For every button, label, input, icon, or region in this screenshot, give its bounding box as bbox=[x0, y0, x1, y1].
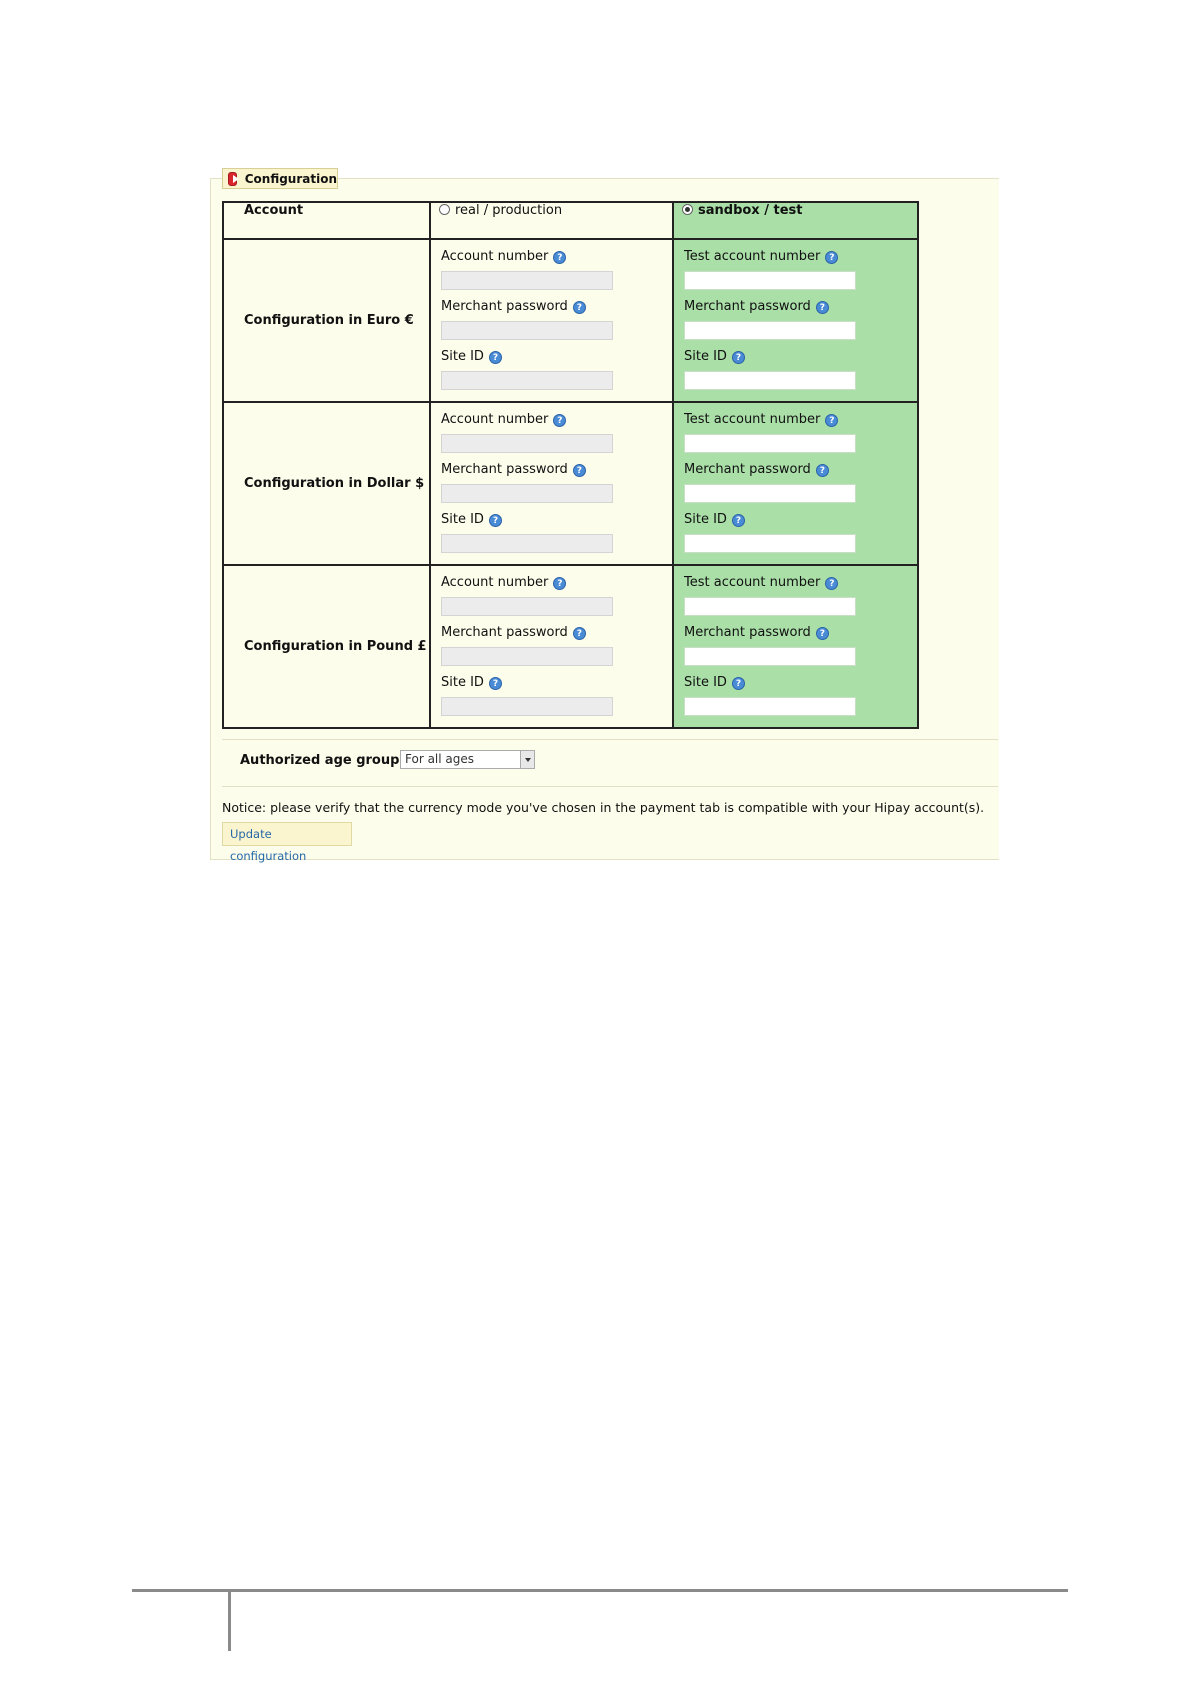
euro-merchant-password-input[interactable] bbox=[441, 321, 613, 340]
site-id-label: Site ID bbox=[441, 675, 484, 690]
dollar-config-row bbox=[223, 402, 918, 565]
currency-notice: Notice: please verify that the currency mode you've chosen in the payment tab is compatible with your Hipay account(s). bbox=[222, 800, 985, 815]
dollar-row-label: Configuration in Dollar $ bbox=[223, 402, 430, 565]
divider bbox=[222, 739, 998, 740]
account-label: Account bbox=[223, 202, 430, 239]
help-icon[interactable]: ? bbox=[816, 627, 829, 640]
update-configuration-button[interactable]: Update configuration bbox=[222, 822, 352, 846]
pound-account-number-input[interactable] bbox=[441, 597, 613, 616]
merchant-password-label: Merchant password bbox=[684, 625, 811, 640]
euro-site-id-input[interactable] bbox=[441, 371, 613, 390]
real-production-option[interactable] bbox=[430, 202, 673, 239]
pound-merchant-password-input[interactable] bbox=[441, 647, 613, 666]
pound-site-id-input[interactable] bbox=[441, 697, 613, 716]
dollar-account-number-input[interactable] bbox=[441, 434, 613, 453]
real-production-label: real / production bbox=[455, 203, 563, 218]
help-icon[interactable]: ? bbox=[489, 677, 502, 690]
euro-test-merchant-password-input[interactable] bbox=[684, 321, 856, 340]
test-account-number-label: Test account number bbox=[684, 249, 821, 264]
merchant-password-label: Merchant password bbox=[441, 299, 568, 314]
merchant-password-label: Merchant password bbox=[441, 625, 568, 640]
pound-test-merchant-password-input[interactable] bbox=[684, 647, 856, 666]
merchant-password-label: Merchant password bbox=[441, 462, 568, 477]
euro-sandbox-cell bbox=[673, 239, 918, 402]
age-group-value: For all ages bbox=[405, 752, 475, 766]
help-icon[interactable]: ? bbox=[573, 301, 586, 314]
sandbox-test-option[interactable] bbox=[673, 202, 918, 239]
age-group-label: Authorized age group bbox=[240, 753, 400, 768]
pound-test-account-number-input[interactable] bbox=[684, 597, 856, 616]
account-config-table bbox=[222, 201, 919, 729]
divider bbox=[222, 786, 998, 787]
euro-row-label: Configuration in Euro € bbox=[223, 239, 430, 402]
pound-config-row bbox=[223, 565, 918, 728]
help-icon[interactable]: ? bbox=[825, 577, 838, 590]
help-icon[interactable]: ? bbox=[825, 251, 838, 264]
test-account-number-label: Test account number bbox=[684, 412, 821, 427]
real-production-radio[interactable] bbox=[439, 204, 450, 215]
sandbox-test-radio[interactable] bbox=[682, 204, 693, 215]
site-id-label: Site ID bbox=[684, 349, 727, 364]
help-icon[interactable]: ? bbox=[553, 577, 566, 590]
account-number-label: Account number bbox=[441, 412, 549, 427]
account-number-label: Account number bbox=[441, 249, 549, 264]
euro-config-row bbox=[223, 239, 918, 402]
header-row bbox=[223, 202, 918, 239]
help-icon[interactable]: ? bbox=[732, 677, 745, 690]
footer-vertical-rule bbox=[228, 1591, 231, 1651]
merchant-password-label: Merchant password bbox=[684, 462, 811, 477]
help-icon[interactable]: ? bbox=[825, 414, 838, 427]
help-icon[interactable]: ? bbox=[573, 464, 586, 477]
help-icon[interactable]: ? bbox=[816, 464, 829, 477]
euro-real-cell bbox=[430, 239, 673, 402]
help-icon[interactable]: ? bbox=[553, 414, 566, 427]
help-icon[interactable]: ? bbox=[573, 627, 586, 640]
pound-test-site-id-input[interactable] bbox=[684, 697, 856, 716]
help-icon[interactable]: ? bbox=[816, 301, 829, 314]
help-icon[interactable]: ? bbox=[489, 351, 502, 364]
euro-test-site-id-input[interactable] bbox=[684, 371, 856, 390]
help-icon[interactable]: ? bbox=[489, 514, 502, 527]
dollar-real-cell bbox=[430, 402, 673, 565]
euro-test-account-number-input[interactable] bbox=[684, 271, 856, 290]
dollar-site-id-input[interactable] bbox=[441, 534, 613, 553]
age-group-select[interactable] bbox=[400, 750, 535, 769]
configuration-legend bbox=[222, 168, 338, 189]
play-icon bbox=[228, 172, 237, 186]
dollar-merchant-password-input[interactable] bbox=[441, 484, 613, 503]
merchant-password-label: Merchant password bbox=[684, 299, 811, 314]
site-id-label: Site ID bbox=[684, 512, 727, 527]
pound-sandbox-cell bbox=[673, 565, 918, 728]
dollar-sandbox-cell bbox=[673, 402, 918, 565]
site-id-label: Site ID bbox=[441, 512, 484, 527]
sandbox-test-label: sandbox / test bbox=[698, 203, 803, 218]
help-icon[interactable]: ? bbox=[553, 251, 566, 264]
dollar-test-account-number-input[interactable] bbox=[684, 434, 856, 453]
footer-rule bbox=[132, 1589, 1068, 1592]
site-id-label: Site ID bbox=[684, 675, 727, 690]
pound-row-label: Configuration in Pound £ bbox=[223, 565, 430, 728]
site-id-label: Site ID bbox=[441, 349, 484, 364]
account-number-label: Account number bbox=[441, 575, 549, 590]
euro-account-number-input[interactable] bbox=[441, 271, 613, 290]
chevron-down-icon[interactable] bbox=[520, 751, 534, 768]
help-icon[interactable]: ? bbox=[732, 514, 745, 527]
help-icon[interactable]: ? bbox=[732, 351, 745, 364]
test-account-number-label: Test account number bbox=[684, 575, 821, 590]
legend-label: Configuration bbox=[244, 171, 337, 186]
dollar-test-merchant-password-input[interactable] bbox=[684, 484, 856, 503]
pound-real-cell bbox=[430, 565, 673, 728]
dollar-test-site-id-input[interactable] bbox=[684, 534, 856, 553]
